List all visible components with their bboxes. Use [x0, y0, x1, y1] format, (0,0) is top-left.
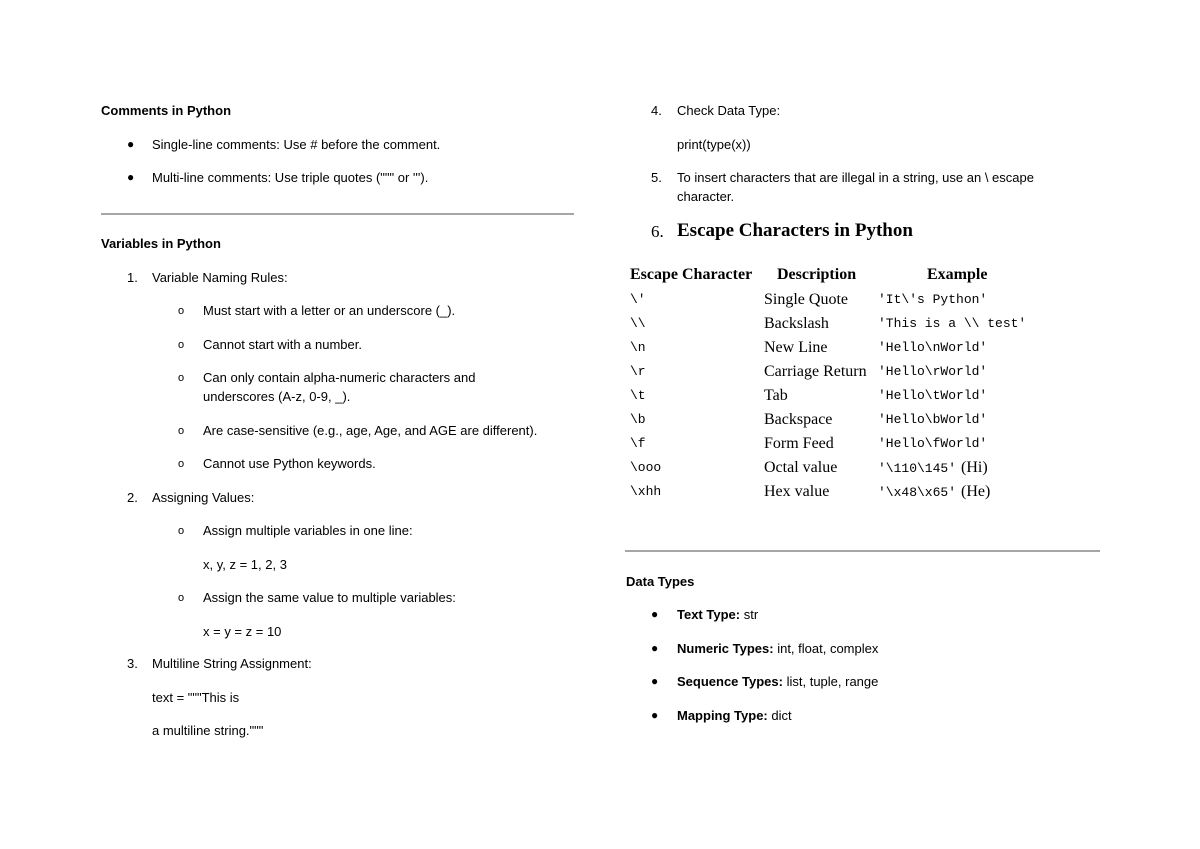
circle-bullet-icon: o — [178, 372, 185, 384]
table-header-escape: Escape Character — [630, 266, 753, 283]
escape-example-code: '\x48\x65' — [878, 485, 957, 500]
bullet-icon: ● — [127, 170, 135, 184]
list-number: 2. — [127, 490, 138, 505]
escape-heading: Escape Characters in Python — [677, 220, 913, 241]
escape-code-cell: \ooo — [630, 460, 662, 475]
table-header-example: Example — [927, 266, 988, 283]
datatype-label: Text Type: — [677, 607, 741, 622]
escape-example-cell — [878, 339, 987, 355]
datatype-item — [677, 674, 878, 689]
multiline-title: Multiline String Assignment: — [152, 656, 312, 671]
circle-bullet-icon: o — [178, 305, 185, 317]
list-number: 5. — [651, 170, 662, 185]
multiline-code-line: text = """This is — [152, 690, 240, 705]
escape-example-note: (Hi) — [961, 459, 988, 476]
bullet-icon: ● — [651, 607, 659, 621]
insert-text: To insert characters that are illegal in a string, use an \ escape — [677, 170, 1034, 185]
circle-bullet-icon: o — [178, 592, 185, 604]
escape-code-cell: \xhh — [630, 484, 662, 499]
escape-example-code: 'This is a \\ test' — [878, 316, 1027, 331]
comment-item: Single-line comments: Use # before the comment. — [152, 137, 441, 152]
escape-code-cell: \t — [630, 388, 646, 403]
datatype-label: Sequence Types: — [677, 674, 783, 689]
escape-code-cell: \' — [630, 292, 646, 307]
escape-example-cell — [878, 291, 987, 307]
datatype-item — [677, 641, 878, 656]
escape-description-cell: Backslash — [764, 315, 829, 332]
escape-example-cell — [878, 363, 987, 379]
datatype-label: Mapping Type: — [677, 708, 768, 723]
escape-example-cell — [878, 435, 987, 451]
bullet-icon: ● — [651, 641, 659, 655]
escape-example-cell — [878, 459, 988, 477]
escape-example-code: 'Hello\nWorld' — [878, 340, 988, 355]
escape-example-code: 'Hello\fWorld' — [878, 436, 988, 451]
escape-example-cell — [878, 411, 987, 427]
section-divider — [625, 550, 1100, 552]
table-header-description: Description — [777, 266, 857, 283]
circle-bullet-icon: o — [178, 458, 185, 470]
escape-code-cell: \f — [630, 436, 646, 451]
list-number: 1. — [127, 270, 138, 285]
bullet-icon: ● — [651, 674, 659, 688]
assign-same-code: x = y = z = 10 — [203, 624, 282, 639]
insert-text-continued: character. — [677, 189, 735, 204]
circle-bullet-icon: o — [178, 425, 185, 437]
variables-heading: Variables in Python — [101, 236, 221, 251]
naming-rule: Can only contain alpha-numeric characters and — [203, 370, 476, 385]
escape-description-cell: Hex value — [764, 483, 830, 500]
assign-same-label: Assign the same value to multiple variables: — [203, 590, 456, 605]
multiline-code-line: a multiline string.""" — [152, 723, 264, 738]
escape-example-cell — [878, 483, 990, 501]
list-number: 4. — [651, 103, 662, 118]
escape-example-note: (He) — [961, 483, 991, 500]
datatype-label: Numeric Types: — [677, 641, 774, 656]
assign-multi-label: Assign multiple variables in one line: — [203, 523, 413, 538]
datatype-item — [677, 708, 792, 723]
datatype-value: str — [743, 607, 759, 622]
escape-description-cell: Form Feed — [764, 435, 834, 452]
escape-code-cell: \b — [630, 412, 646, 427]
bullet-icon: ● — [127, 137, 135, 151]
naming-rule: Cannot start with a number. — [203, 337, 362, 352]
escape-code-cell: \n — [630, 340, 646, 355]
naming-rule-continued: underscores (A-z, 0-9, _). — [203, 389, 351, 404]
escape-example-code: 'Hello\rWorld' — [878, 364, 988, 379]
escape-example-code: 'Hello\tWorld' — [878, 388, 988, 403]
naming-rule: Must start with a letter or an underscore (_). — [203, 303, 456, 318]
assigning-title: Assigning Values: — [152, 490, 255, 505]
comment-item: Multi-line comments: Use triple quotes (""" or '''). — [152, 170, 429, 185]
escape-example-code: 'Hello\bWorld' — [878, 412, 988, 427]
escape-example-cell — [878, 315, 1026, 331]
datatypes-heading: Data Types — [626, 574, 695, 589]
list-number: 3. — [127, 656, 138, 671]
escape-example-code: '\110\145' — [878, 461, 957, 476]
escape-description-cell: New Line — [764, 339, 828, 356]
check-type-title: Check Data Type: — [677, 103, 781, 118]
assign-multi-code: x, y, z = 1, 2, 3 — [203, 557, 287, 572]
circle-bullet-icon: o — [178, 525, 185, 537]
datatype-value: dict — [771, 708, 792, 723]
naming-rules-title: Variable Naming Rules: — [152, 270, 288, 285]
list-number: 6. — [651, 222, 664, 241]
naming-rule: Are case-sensitive (e.g., age, Age, and AGE are different). — [203, 423, 538, 438]
escape-example-code: 'It\'s Python' — [878, 292, 988, 307]
escape-description-cell: Tab — [764, 387, 788, 404]
section-divider — [101, 213, 574, 215]
comments-heading: Comments in Python — [101, 103, 232, 118]
bullet-icon: ● — [651, 708, 659, 722]
datatype-item — [677, 607, 758, 622]
escape-description-cell: Single Quote — [764, 291, 848, 308]
escape-code-cell: \r — [630, 364, 646, 379]
escape-description-cell: Backspace — [764, 411, 833, 428]
datatype-value: list, tuple, range — [786, 674, 879, 689]
escape-example-cell — [878, 387, 987, 403]
escape-description-cell: Octal value — [764, 459, 838, 476]
circle-bullet-icon: o — [178, 339, 185, 351]
check-type-code: print(type(x)) — [677, 137, 751, 152]
escape-code-cell: \\ — [630, 316, 646, 331]
datatype-value: int, float, complex — [777, 641, 879, 656]
escape-description-cell: Carriage Return — [764, 363, 867, 380]
naming-rule: Cannot use Python keywords. — [203, 456, 376, 471]
